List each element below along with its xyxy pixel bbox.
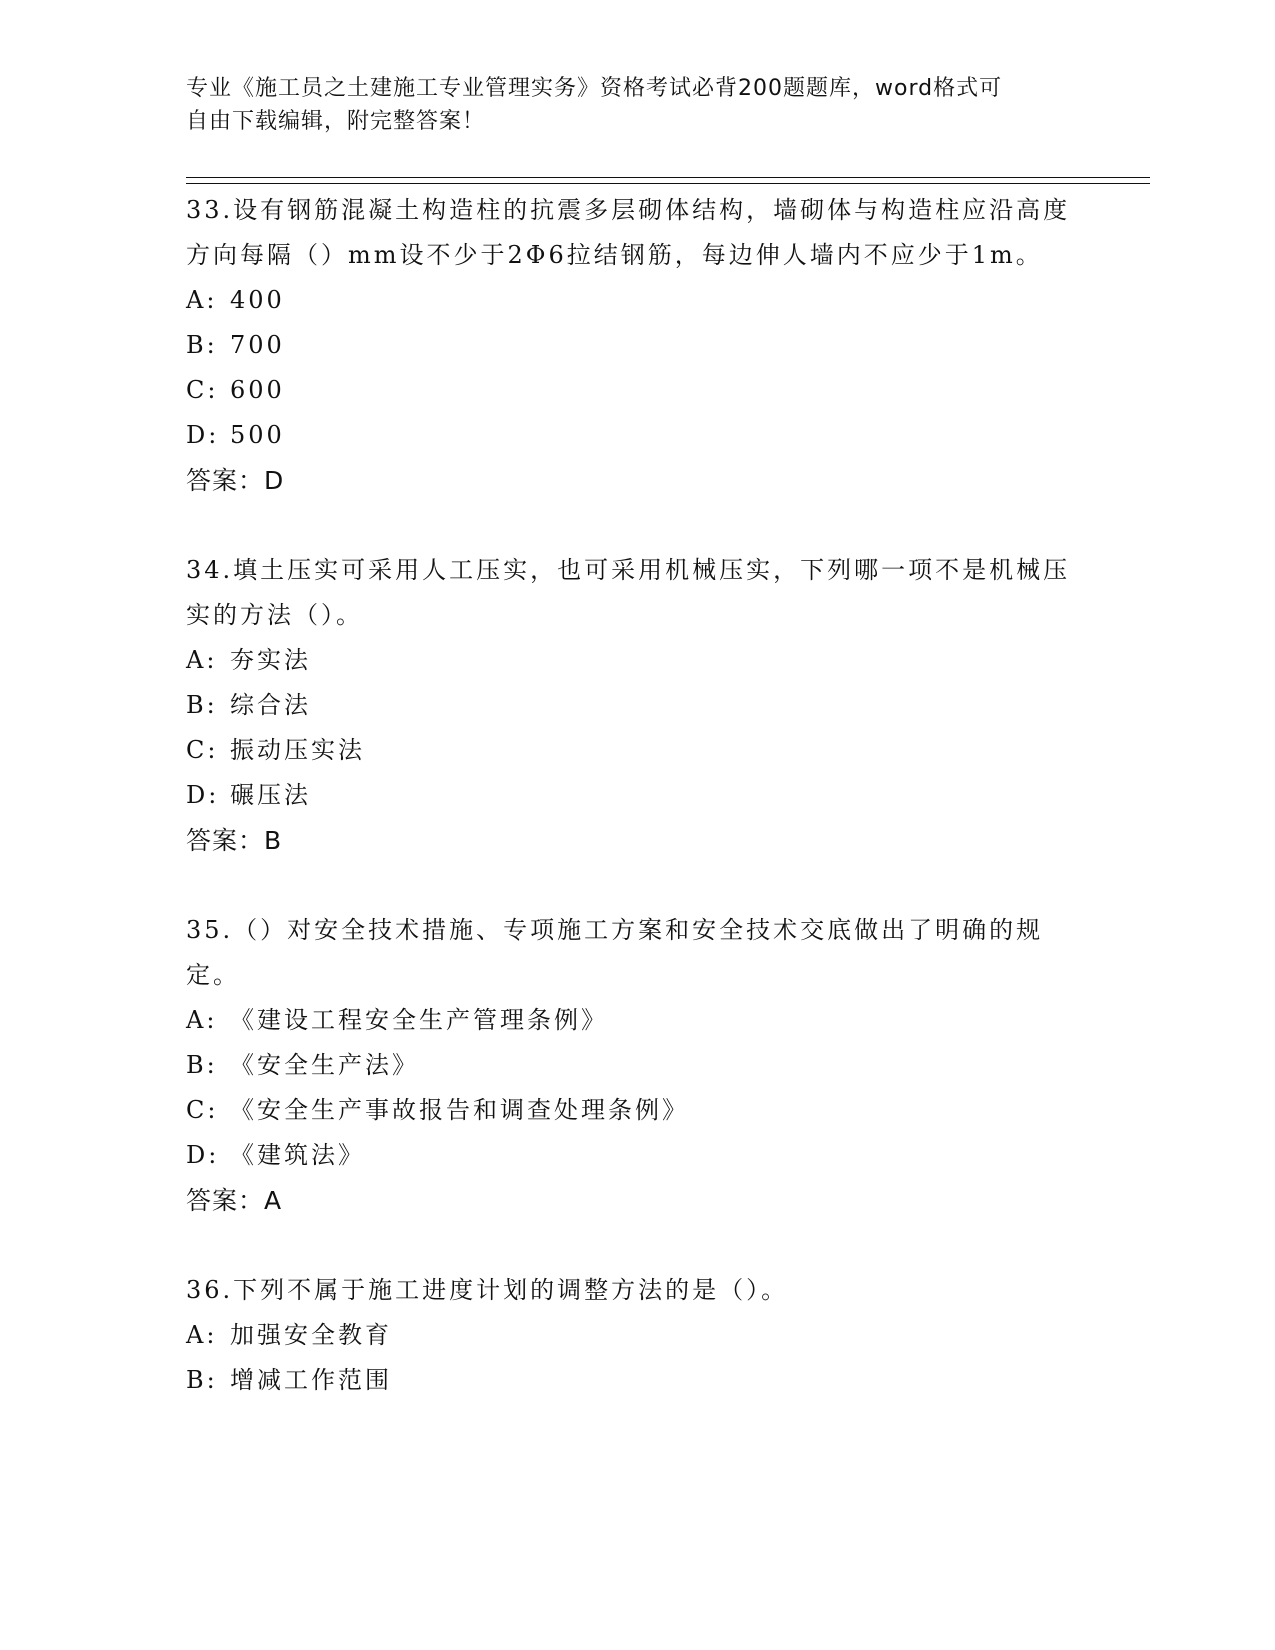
question-spacer xyxy=(186,863,1086,908)
option-text: 振动压实法 xyxy=(230,736,365,764)
option-text: 700 xyxy=(230,331,285,359)
option-text: 500 xyxy=(230,421,285,449)
question-33 xyxy=(186,188,1086,503)
option-d xyxy=(186,1133,1086,1178)
option-text: 碾压法 xyxy=(230,781,311,809)
option-text: 《安全生产事故报告和调查处理条例》 xyxy=(230,1096,689,1124)
question-text: 33.设有钢筋混凝土构造柱的抗震多层砌体结构，墙砌体与构造柱应沿高度方向每隔（）mm设不少于2Φ6拉结钢筋，每边伸人墙内不应少于1m。 xyxy=(186,196,1071,269)
option-letter: A: xyxy=(186,1321,218,1349)
option-letter: C: xyxy=(186,1096,219,1124)
header-title-line-1: 专业《施工员之土建施工专业管理实务》资格考试必背200题题库，word格式可 xyxy=(186,76,1003,101)
questions-list xyxy=(186,188,1086,1403)
question-spacer xyxy=(186,1223,1086,1268)
option-text: 《安全生产法》 xyxy=(230,1051,419,1079)
option-c xyxy=(186,728,1086,773)
option-a xyxy=(186,998,1086,1043)
option-text: 《建筑法》 xyxy=(230,1141,365,1169)
option-text: 夯实法 xyxy=(230,646,311,674)
answer-line: 答案：D xyxy=(186,466,285,495)
document-header xyxy=(186,72,1076,138)
question-text: 35.（）对安全技术措施、专项施工方案和安全技术交底做出了明确的规定。 xyxy=(186,916,1044,989)
question-spacer xyxy=(186,503,1086,548)
option-a xyxy=(186,638,1086,683)
option-letter: C: xyxy=(186,376,219,404)
option-text: 增减工作范围 xyxy=(230,1366,392,1394)
header-title-line-2: 自由下载编辑，附完整答案！ xyxy=(186,109,486,134)
option-text: 400 xyxy=(230,286,285,314)
option-letter: A: xyxy=(186,646,218,674)
option-b xyxy=(186,1043,1086,1088)
answer-line: 答案：B xyxy=(186,826,283,855)
option-b xyxy=(186,323,1086,368)
option-text: 加强安全教育 xyxy=(230,1321,392,1349)
option-d xyxy=(186,413,1086,458)
header-divider-top xyxy=(186,177,1150,178)
option-letter: B: xyxy=(186,1051,218,1079)
option-b xyxy=(186,683,1086,728)
question-36 xyxy=(186,1268,1086,1403)
option-a xyxy=(186,278,1086,323)
option-a xyxy=(186,1313,1086,1358)
option-letter: D: xyxy=(186,1141,220,1169)
header-divider-bottom xyxy=(186,183,1150,184)
option-text: 《建设工程安全生产管理条例》 xyxy=(230,1006,608,1034)
option-letter: A: xyxy=(186,1006,218,1034)
option-d xyxy=(186,773,1086,818)
option-b xyxy=(186,1358,1086,1403)
option-c xyxy=(186,368,1086,413)
question-text: 34.填土压实可采用人工压实，也可采用机械压实，下列哪一项不是机械压实的方法（）。 xyxy=(186,556,1071,629)
option-letter: C: xyxy=(186,736,219,764)
option-letter: B: xyxy=(186,1366,218,1394)
option-letter: B: xyxy=(186,691,218,719)
option-letter: B: xyxy=(186,331,218,359)
option-text: 600 xyxy=(230,376,285,404)
question-35 xyxy=(186,908,1086,1223)
answer-line: 答案：A xyxy=(186,1186,283,1215)
question-34 xyxy=(186,548,1086,863)
option-c xyxy=(186,1088,1086,1133)
question-text: 36.下列不属于施工进度计划的调整方法的是（）。 xyxy=(186,1276,789,1304)
option-text: 综合法 xyxy=(230,691,311,719)
option-letter: A: xyxy=(186,286,218,314)
option-letter: D: xyxy=(186,781,220,809)
option-letter: D: xyxy=(186,421,220,449)
